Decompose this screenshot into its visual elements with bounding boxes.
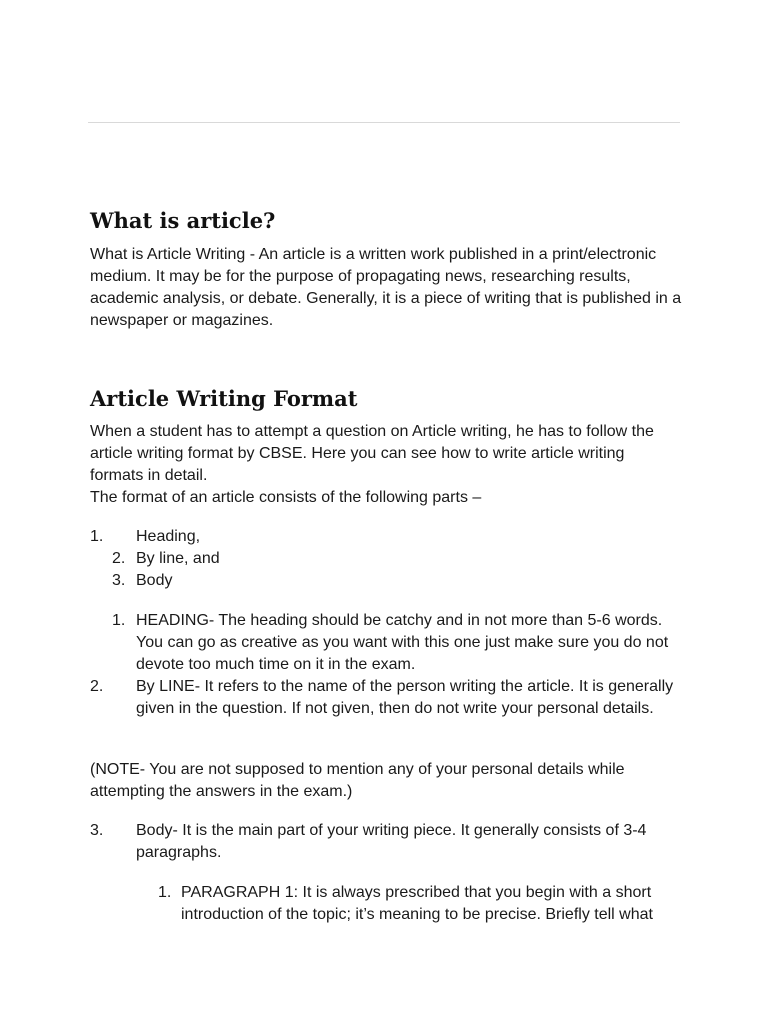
section-heading-article-format: Article Writing Format xyxy=(90,386,358,411)
list-number: 2. xyxy=(112,550,126,567)
list-number: 1. xyxy=(158,884,172,901)
list-text: PARAGRAPH 1: It is always prescribed that you begin with a short introduction of the topic; it’s meaning to be precise. Briefly tell what xyxy=(181,884,653,923)
top-divider xyxy=(88,122,680,123)
list-text: Heading, xyxy=(136,528,201,545)
list-number: 3. xyxy=(90,822,104,839)
list-text: HEADING- The heading should be catchy and in not more than 5-6 words. You can go as creative as you want with this one just make sure you do not devote too much time on it in the exam. xyxy=(136,612,669,673)
list-text: By line, and xyxy=(136,550,220,567)
section-heading-what-is-article: What is article? xyxy=(90,208,276,233)
list-number: 2. xyxy=(90,678,104,695)
list-number: 3. xyxy=(112,572,126,589)
section-paragraph-format-intro: When a student has to attempt a question on Article writing, he has to follow the article writing format by CBSE. Here you can see how to write article writing formats in detail. xyxy=(90,423,654,484)
note-paragraph: (NOTE- You are not supposed to mention any of your personal details while attempting the answers in the exam.) xyxy=(90,761,625,800)
section-paragraph-definition: What is Article Writing - An article is a written work published in a print/electronic medium. It may be for the purpose of propagating news, researching results, academic analysis, or debate. Generally, it is a piece of writing that is published in a newspaper or magazines. xyxy=(90,246,682,329)
section-paragraph-format-parts: The format of an article consists of the following parts – xyxy=(90,489,482,506)
list-text: By LINE- It refers to the name of the person writing the article. It is generally given in the question. If not given, then do not write your personal details. xyxy=(136,678,674,717)
list-text: Body xyxy=(136,572,173,589)
list-number: 1. xyxy=(90,528,104,545)
list-number: 1. xyxy=(112,612,126,629)
list-text: Body- It is the main part of your writing piece. It generally consists of 3-4 paragraphs. xyxy=(136,822,647,861)
